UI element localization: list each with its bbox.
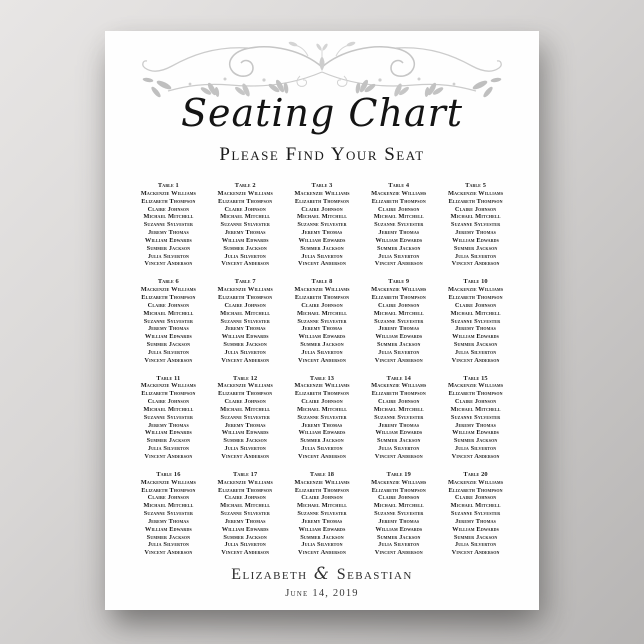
table-block xyxy=(439,471,512,557)
guest-name: Mackenzie Williams xyxy=(447,286,504,294)
guest-name: Michael Mitchell xyxy=(296,502,348,510)
guest-name: Mackenzie Williams xyxy=(294,189,350,197)
guest-name: Vincent Anderson xyxy=(297,549,346,557)
guest-name: Mackenzie Williams xyxy=(217,286,273,294)
guest-name: Claire Johnson xyxy=(147,301,190,309)
guest-name: Jeremy Thomas xyxy=(224,421,266,429)
guest-name: Elizabeth Thompson xyxy=(218,390,273,398)
guest-name: Elizabeth Thompson xyxy=(218,197,273,205)
tables-grid xyxy=(132,182,512,557)
guest-name: Michael Mitchell xyxy=(296,309,348,317)
guest-name: Summer Jackson xyxy=(377,437,421,445)
guest-name: Vincent Anderson xyxy=(451,549,500,557)
guest-name: Michael Mitchell xyxy=(373,213,424,221)
ampersand: & xyxy=(313,564,331,584)
guest-name: Michael Mitchell xyxy=(450,309,501,317)
guest-name: Julia Silverton xyxy=(301,348,343,356)
guest-name: Summer Jackson xyxy=(300,244,344,252)
table-label: Table 5 xyxy=(465,182,487,189)
guest-name: Mackenzie Williams xyxy=(140,189,197,197)
guest-name: Summer Jackson xyxy=(146,341,191,349)
table-block xyxy=(209,278,282,364)
guest-name: Suzanne Sylvester xyxy=(374,413,424,421)
guest-name: Michael Mitchell xyxy=(143,502,194,510)
table-block xyxy=(132,278,205,364)
guest-name: Claire Johnson xyxy=(224,205,266,213)
guest-name: Summer Jackson xyxy=(453,341,498,349)
table-block xyxy=(439,375,512,461)
guest-name: Summer Jackson xyxy=(377,244,421,252)
guest-name: Mackenzie Williams xyxy=(217,382,273,390)
guest-name: Vincent Anderson xyxy=(374,356,423,364)
guest-name: Mackenzie Williams xyxy=(447,382,504,390)
couple-names xyxy=(105,564,539,584)
guest-name: Claire Johnson xyxy=(454,398,497,406)
guest-name: Michael Mitchell xyxy=(296,213,348,221)
table-label: Table 11 xyxy=(156,374,181,382)
table-label: Table 2 xyxy=(234,182,256,189)
guest-name: Mackenzie Williams xyxy=(217,189,273,197)
guest-name: Jeremy Thomas xyxy=(301,421,343,429)
guest-name: Elizabeth Thompson xyxy=(371,293,426,301)
guest-name: Mackenzie Williams xyxy=(294,382,350,390)
guest-name: Michael Mitchell xyxy=(450,502,501,510)
guest-name: Julia Silverton xyxy=(147,252,190,260)
guest-name: William Edwards xyxy=(221,333,269,341)
guest-name: Vincent Anderson xyxy=(221,549,270,557)
guest-name: Mackenzie Williams xyxy=(140,478,197,486)
guest-name: Summer Jackson xyxy=(377,341,421,349)
guest-name: Jeremy Thomas xyxy=(147,325,189,333)
guest-name: Vincent Anderson xyxy=(297,260,346,268)
table-block xyxy=(362,375,435,461)
guest-name: William Edwards xyxy=(452,429,500,437)
guest-name: Suzanne Sylvester xyxy=(220,221,270,229)
guest-name: Mackenzie Williams xyxy=(447,189,504,197)
guest-name: Elizabeth Thompson xyxy=(371,197,426,205)
guest-name: Vincent Anderson xyxy=(297,453,346,460)
guest-name: William Edwards xyxy=(452,525,500,533)
table-block xyxy=(286,278,359,364)
guest-name: Claire Johnson xyxy=(454,301,497,309)
guest-name: William Edwards xyxy=(144,525,192,533)
guest-name: Summer Jackson xyxy=(223,341,267,349)
guest-name: Summer Jackson xyxy=(300,437,344,445)
guest-name: Summer Jackson xyxy=(453,437,498,445)
guest-name: Vincent Anderson xyxy=(144,260,193,268)
guest-name: Summer Jackson xyxy=(146,437,191,445)
guest-name: Suzanne Sylvester xyxy=(450,413,501,421)
guest-name: Michael Mitchell xyxy=(220,405,271,413)
table-label: Table 3 xyxy=(311,182,333,189)
table-label: Table 19 xyxy=(386,470,411,478)
guest-name: Jeremy Thomas xyxy=(147,421,189,429)
guest-name: Julia Silverton xyxy=(224,445,266,453)
table-block xyxy=(362,182,435,268)
guest-name: Elizabeth Thompson xyxy=(448,293,503,301)
guest-name: William Edwards xyxy=(452,236,500,244)
table-block xyxy=(439,182,512,268)
guest-name: Mackenzie Williams xyxy=(371,478,427,486)
guest-name: Elizabeth Thompson xyxy=(141,390,196,398)
guest-name: Claire Johnson xyxy=(224,301,266,309)
guest-name: William Edwards xyxy=(452,333,500,341)
guest-name: Jeremy Thomas xyxy=(147,517,189,525)
guest-name: William Edwards xyxy=(375,525,423,533)
guest-name: Mackenzie Williams xyxy=(371,382,427,390)
table-label: Table 10 xyxy=(463,278,488,286)
guest-name: Suzanne Sylvester xyxy=(143,510,194,518)
table-block xyxy=(132,375,205,461)
guest-name: Jeremy Thomas xyxy=(224,325,266,333)
guest-name: Summer Jackson xyxy=(223,533,267,541)
guest-name: William Edwards xyxy=(298,525,346,533)
guest-name: Summer Jackson xyxy=(377,533,421,541)
guest-name: Julia Silverton xyxy=(224,541,266,549)
guest-name: Suzanne Sylvester xyxy=(297,221,347,229)
guest-name: Jeremy Thomas xyxy=(378,325,420,333)
table-block xyxy=(362,471,435,557)
guest-name: Claire Johnson xyxy=(378,398,420,406)
table-label: Table 7 xyxy=(234,278,256,286)
guest-name: Claire Johnson xyxy=(301,398,343,406)
guest-name: Claire Johnson xyxy=(224,494,266,502)
guest-name: Elizabeth Thompson xyxy=(141,197,196,205)
table-block xyxy=(286,471,359,557)
guest-name: Julia Silverton xyxy=(147,445,190,453)
guest-name: Jeremy Thomas xyxy=(455,229,497,237)
guest-name: Elizabeth Thompson xyxy=(294,197,350,205)
guest-name: Elizabeth Thompson xyxy=(448,486,503,494)
guest-name: Summer Jackson xyxy=(453,244,498,252)
guest-name: Mackenzie Williams xyxy=(140,382,197,390)
guest-name: Vincent Anderson xyxy=(144,549,193,557)
table-block xyxy=(132,471,205,557)
guest-name: Suzanne Sylvester xyxy=(297,510,347,518)
guest-name: Summer Jackson xyxy=(300,533,344,541)
guest-name: Vincent Anderson xyxy=(221,356,270,364)
table-label: Table 6 xyxy=(157,278,179,286)
guest-name: Suzanne Sylvester xyxy=(297,413,347,421)
poster-title: Seating Chart xyxy=(180,91,464,135)
guest-name: William Edwards xyxy=(298,333,346,341)
table-label: Table 17 xyxy=(233,470,258,478)
guest-name: Julia Silverton xyxy=(147,348,190,356)
guest-name: William Edwards xyxy=(144,333,192,341)
guest-name: Elizabeth Thompson xyxy=(294,293,350,301)
guest-name: Claire Johnson xyxy=(301,301,343,309)
guest-name: William Edwards xyxy=(298,236,346,244)
guest-name: Michael Mitchell xyxy=(373,502,424,510)
guest-name: Michael Mitchell xyxy=(450,405,501,413)
guest-name: Jeremy Thomas xyxy=(301,517,343,525)
guest-name: Vincent Anderson xyxy=(144,356,193,364)
table-block xyxy=(209,375,282,461)
poster-subtitle: Please Find Your Seat xyxy=(219,144,425,165)
guest-name: Mackenzie Williams xyxy=(294,286,350,294)
guest-name: Summer Jackson xyxy=(223,244,267,252)
guest-name: Summer Jackson xyxy=(146,244,191,252)
guest-name: Suzanne Sylvester xyxy=(297,317,347,325)
guest-name: William Edwards xyxy=(221,236,269,244)
table-label: Table 13 xyxy=(309,374,335,382)
guest-name: Michael Mitchell xyxy=(143,213,194,221)
guest-name: William Edwards xyxy=(375,429,423,437)
table-label: Table 9 xyxy=(388,278,410,286)
guest-name: Vincent Anderson xyxy=(221,453,270,460)
guest-name: Vincent Anderson xyxy=(451,356,500,364)
guest-name: Michael Mitchell xyxy=(373,309,424,317)
table-block xyxy=(132,182,205,268)
center-leaf-motif xyxy=(320,56,325,71)
guest-name: Summer Jackson xyxy=(223,437,267,445)
guest-name: Julia Silverton xyxy=(147,541,190,549)
guest-name: Michael Mitchell xyxy=(450,213,501,221)
table-block xyxy=(286,375,359,461)
guest-name: Julia Silverton xyxy=(454,541,497,549)
guest-name: Michael Mitchell xyxy=(220,502,271,510)
guest-name: Vincent Anderson xyxy=(374,453,423,460)
table-label: Table 1 xyxy=(157,182,179,189)
guest-name: Suzanne Sylvester xyxy=(374,221,424,229)
guest-name: Vincent Anderson xyxy=(297,356,346,364)
guest-name: Julia Silverton xyxy=(454,348,497,356)
guest-name: Julia Silverton xyxy=(301,445,343,453)
guest-name: Julia Silverton xyxy=(224,348,266,356)
table-label: Table 20 xyxy=(463,470,488,478)
guest-name: Julia Silverton xyxy=(378,252,420,260)
guest-name: Claire Johnson xyxy=(378,205,420,213)
guest-name: Vincent Anderson xyxy=(221,260,270,268)
guest-name: Elizabeth Thompson xyxy=(371,486,426,494)
guest-name: Suzanne Sylvester xyxy=(374,510,424,518)
guest-name: Michael Mitchell xyxy=(143,309,194,317)
guest-name: Michael Mitchell xyxy=(220,309,271,317)
guest-name: Elizabeth Thompson xyxy=(448,197,503,205)
guest-name: Jeremy Thomas xyxy=(378,229,420,237)
guest-name: Claire Johnson xyxy=(454,205,497,213)
guest-name: William Edwards xyxy=(221,429,269,437)
guest-name: Mackenzie Williams xyxy=(371,189,427,197)
table-block xyxy=(286,182,359,268)
guest-name: William Edwards xyxy=(298,429,346,437)
guest-name: Suzanne Sylvester xyxy=(450,221,501,229)
guest-name: William Edwards xyxy=(144,429,192,437)
guest-name: Mackenzie Williams xyxy=(447,478,504,486)
guest-name: Claire Johnson xyxy=(224,398,266,406)
guest-name: Vincent Anderson xyxy=(451,260,500,268)
guest-name: William Edwards xyxy=(221,525,269,533)
guest-name: Vincent Anderson xyxy=(374,260,423,268)
guest-name: Mackenzie Williams xyxy=(217,478,273,486)
guest-name: Julia Silverton xyxy=(378,445,420,453)
table-label: Table 14 xyxy=(386,374,411,382)
table-label: Table 16 xyxy=(156,470,181,478)
guest-name: Michael Mitchell xyxy=(220,213,271,221)
guest-name: Jeremy Thomas xyxy=(224,517,266,525)
guest-name: Claire Johnson xyxy=(378,494,420,502)
table-label: Table 15 xyxy=(463,374,488,382)
guest-name: Vincent Anderson xyxy=(451,453,500,460)
table-block xyxy=(209,182,282,268)
guest-name: Elizabeth Thompson xyxy=(218,293,273,301)
guest-name: Julia Silverton xyxy=(301,541,343,549)
guest-name: Jeremy Thomas xyxy=(455,325,497,333)
couple-first-name: Elizabeth xyxy=(231,566,308,583)
guest-name: Julia Silverton xyxy=(378,348,420,356)
wedding-date: June 14, 2019 xyxy=(285,588,359,599)
guest-name: Elizabeth Thompson xyxy=(141,293,196,301)
guest-name: Elizabeth Thompson xyxy=(294,390,350,398)
guest-name: William Edwards xyxy=(375,236,423,244)
table-label: Table 12 xyxy=(233,374,258,382)
table-label: Table 8 xyxy=(311,278,333,286)
guest-name: Summer Jackson xyxy=(146,533,191,541)
seating-chart-poster xyxy=(105,31,539,610)
guest-name: Suzanne Sylvester xyxy=(143,317,194,325)
guest-name: Mackenzie Williams xyxy=(140,286,197,294)
guest-name: Jeremy Thomas xyxy=(455,421,497,429)
guest-name: Elizabeth Thompson xyxy=(448,390,503,398)
guest-name: Michael Mitchell xyxy=(373,405,424,413)
guest-name: Julia Silverton xyxy=(224,252,266,260)
guest-name: William Edwards xyxy=(144,236,192,244)
guest-name: Jeremy Thomas xyxy=(378,517,420,525)
guest-name: Mackenzie Williams xyxy=(371,286,427,294)
guest-name: Elizabeth Thompson xyxy=(141,486,196,494)
guest-name: Suzanne Sylvester xyxy=(143,413,194,421)
guest-name: Michael Mitchell xyxy=(296,405,348,413)
guest-name: Julia Silverton xyxy=(378,541,420,549)
guest-name: Summer Jackson xyxy=(300,341,344,349)
table-block xyxy=(209,471,282,557)
guest-name: Claire Johnson xyxy=(147,205,190,213)
table-label: Table 18 xyxy=(309,470,335,478)
guest-name: Suzanne Sylvester xyxy=(374,317,424,325)
table-label: Table 4 xyxy=(388,182,410,189)
guest-name: Jeremy Thomas xyxy=(147,229,189,237)
guest-name: Claire Johnson xyxy=(147,494,190,502)
guest-name: Suzanne Sylvester xyxy=(220,413,270,421)
table-block xyxy=(362,278,435,364)
guest-name: Julia Silverton xyxy=(454,252,497,260)
guest-name: Elizabeth Thompson xyxy=(218,486,273,494)
guest-name: Vincent Anderson xyxy=(374,549,423,557)
guest-name: Suzanne Sylvester xyxy=(220,510,270,518)
guest-name: Vincent Anderson xyxy=(144,453,193,460)
guest-name: Claire Johnson xyxy=(301,205,343,213)
guest-name: Mackenzie Williams xyxy=(294,478,350,486)
guest-name: Claire Johnson xyxy=(147,398,190,406)
guest-name: William Edwards xyxy=(375,333,423,341)
guest-name: Suzanne Sylvester xyxy=(220,317,270,325)
guest-name: Claire Johnson xyxy=(301,494,343,502)
guest-name: Summer Jackson xyxy=(453,533,498,541)
guest-name: Suzanne Sylvester xyxy=(143,221,194,229)
guest-name: Jeremy Thomas xyxy=(301,325,343,333)
guest-name: Julia Silverton xyxy=(454,445,497,453)
guest-name: Suzanne Sylvester xyxy=(450,317,501,325)
guest-name: Elizabeth Thompson xyxy=(371,390,426,398)
guest-name: Suzanne Sylvester xyxy=(450,510,501,518)
guest-name: Claire Johnson xyxy=(378,301,420,309)
couple-second-name: Sebastian xyxy=(336,566,413,583)
guest-name: Jeremy Thomas xyxy=(301,229,343,237)
guest-name: Jeremy Thomas xyxy=(455,517,497,525)
table-block xyxy=(439,278,512,364)
guest-name: Jeremy Thomas xyxy=(224,229,266,237)
guest-name: Michael Mitchell xyxy=(143,405,194,413)
guest-name: Claire Johnson xyxy=(454,494,497,502)
guest-name: Jeremy Thomas xyxy=(378,421,420,429)
guest-name: Elizabeth Thompson xyxy=(294,486,350,494)
guest-name: Julia Silverton xyxy=(301,252,343,260)
